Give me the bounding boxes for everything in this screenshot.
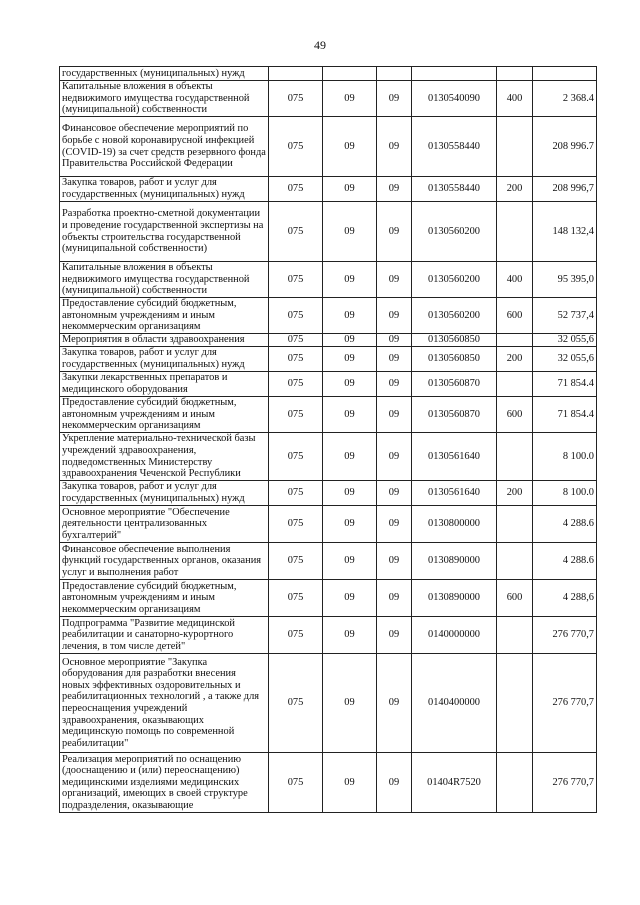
table-row <box>60 347 597 372</box>
cell-section-code: 09 <box>323 81 377 117</box>
cell-expense-type-code: 200 <box>497 177 533 202</box>
cell-subsection-code: 09 <box>377 753 412 813</box>
cell-expense-type-code: 400 <box>497 262 533 298</box>
cell-section-code: 09 <box>323 202 377 262</box>
cell-name: Закупка товаров, работ и услуг для государственных (муниципальных) нужд <box>60 177 269 202</box>
cell-name: Основное мероприятие "Обеспечение деятельности централизованных бухгалтерий" <box>60 506 269 543</box>
cell-expense-type-code <box>497 202 533 262</box>
cell-expense-type-code: 600 <box>497 580 533 617</box>
cell-section-code: 09 <box>323 117 377 177</box>
cell-department-code: 075 <box>269 397 323 433</box>
cell-name: государственных (муниципальных) нужд <box>60 67 269 81</box>
cell-expense-type-code <box>497 506 533 543</box>
cell-amount: 208 996,7 <box>533 177 597 202</box>
cell-amount: 8 100.0 <box>533 481 597 506</box>
cell-amount: 8 100.0 <box>533 433 597 481</box>
cell-target-item-code: 0130558440 <box>412 117 497 177</box>
cell-target-item-code: 0140400000 <box>412 654 497 753</box>
cell-target-item-code: 0130560200 <box>412 298 497 334</box>
cell-amount: 276 770,7 <box>533 654 597 753</box>
cell-expense-type-code <box>497 654 533 753</box>
cell-department-code: 075 <box>269 81 323 117</box>
cell-department-code: 075 <box>269 543 323 580</box>
cell-subsection-code <box>377 67 412 81</box>
cell-amount: 4 288,6 <box>533 580 597 617</box>
cell-subsection-code: 09 <box>377 117 412 177</box>
cell-name: Мероприятия в области здравоохранения <box>60 334 269 347</box>
cell-name: Укрепление материально-технической базы учреждений здравоохранения, подведомственных Министерству здравоохранения Чеченской Республики <box>60 433 269 481</box>
cell-subsection-code: 09 <box>377 334 412 347</box>
cell-target-item-code: 0140000000 <box>412 617 497 654</box>
cell-section-code: 09 <box>323 262 377 298</box>
table-row <box>60 506 597 543</box>
cell-amount: 276 770,7 <box>533 617 597 654</box>
cell-amount: 95 395,0 <box>533 262 597 298</box>
cell-name: Реализация мероприятий по оснащению (дооснащению и (или) переоснащению) медицинскими изделиями медицинских организаций, имеющих в своей структуре подразделения, оказывающие <box>60 753 269 813</box>
cell-subsection-code: 09 <box>377 506 412 543</box>
cell-name: Предоставление субсидий бюджетным, автономным учреждениям и иным некоммерческим организациям <box>60 580 269 617</box>
cell-expense-type-code <box>497 753 533 813</box>
table-row <box>60 433 597 481</box>
cell-amount: 4 288.6 <box>533 543 597 580</box>
cell-department-code: 075 <box>269 202 323 262</box>
cell-section-code: 09 <box>323 753 377 813</box>
cell-amount: 32 055,6 <box>533 334 597 347</box>
cell-section-code <box>323 67 377 81</box>
cell-section-code: 09 <box>323 334 377 347</box>
table-row <box>60 543 597 580</box>
cell-target-item-code: 0130890000 <box>412 580 497 617</box>
cell-subsection-code: 09 <box>377 617 412 654</box>
cell-amount: 4 288.6 <box>533 506 597 543</box>
cell-department-code: 075 <box>269 580 323 617</box>
table-row <box>60 202 597 262</box>
cell-subsection-code: 09 <box>377 397 412 433</box>
table-row <box>60 81 597 117</box>
cell-amount: 148 132,4 <box>533 202 597 262</box>
cell-amount: 71 854.4 <box>533 372 597 397</box>
cell-name: Предоставление субсидий бюджетным, автономным учреждениям и иным некоммерческим организациям <box>60 298 269 334</box>
cell-name: Капитальные вложения в объекты недвижимого имущества государственной (муниципальной) собственности <box>60 81 269 117</box>
cell-department-code: 075 <box>269 481 323 506</box>
table-row <box>60 262 597 298</box>
cell-expense-type-code <box>497 617 533 654</box>
cell-name: Разработка проектно-сметной документации и проведение государственной экспертизы на объекты строительства государственной (муниципальной собственности) <box>60 202 269 262</box>
table-row <box>60 753 597 813</box>
cell-target-item-code: 0130558440 <box>412 177 497 202</box>
cell-amount: 208 996.7 <box>533 117 597 177</box>
table-row <box>60 177 597 202</box>
cell-expense-type-code <box>497 543 533 580</box>
cell-section-code: 09 <box>323 543 377 580</box>
cell-subsection-code: 09 <box>377 654 412 753</box>
cell-expense-type-code <box>497 334 533 347</box>
page-number: 49 <box>314 38 326 52</box>
cell-section-code: 09 <box>323 617 377 654</box>
cell-section-code: 09 <box>323 433 377 481</box>
cell-amount <box>533 67 597 81</box>
table-row <box>60 397 597 433</box>
cell-department-code: 075 <box>269 753 323 813</box>
cell-section-code: 09 <box>323 654 377 753</box>
cell-name: Финансовое обеспечение выполнения функций государственных органов, оказания услуг и выполнения работ <box>60 543 269 580</box>
cell-name: Закупки лекарственных препаратов и медицинского оборудования <box>60 372 269 397</box>
cell-department-code: 075 <box>269 617 323 654</box>
cell-department-code: 075 <box>269 347 323 372</box>
cell-target-item-code: 0130560200 <box>412 262 497 298</box>
cell-name: Закупка товаров, работ и услуг для государственных (муниципальных) нужд <box>60 481 269 506</box>
cell-department-code: 075 <box>269 262 323 298</box>
cell-expense-type-code: 600 <box>497 397 533 433</box>
table-row <box>60 117 597 177</box>
cell-section-code: 09 <box>323 347 377 372</box>
cell-section-code: 09 <box>323 580 377 617</box>
cell-amount: 52 737,4 <box>533 298 597 334</box>
table-row <box>60 372 597 397</box>
cell-department-code: 075 <box>269 654 323 753</box>
cell-name: Подпрограмма "Развитие медицинской реабилитации и санаторно-курортного лечения, в том числе детей" <box>60 617 269 654</box>
cell-department-code: 075 <box>269 506 323 543</box>
cell-target-item-code: 0130540090 <box>412 81 497 117</box>
cell-subsection-code: 09 <box>377 298 412 334</box>
cell-expense-type-code: 600 <box>497 298 533 334</box>
table-body <box>60 67 597 813</box>
cell-expense-type-code <box>497 372 533 397</box>
cell-target-item-code: 0130560870 <box>412 397 497 433</box>
cell-department-code: 075 <box>269 298 323 334</box>
cell-target-item-code: 0130560850 <box>412 334 497 347</box>
cell-section-code: 09 <box>323 506 377 543</box>
cell-target-item-code: 0130560870 <box>412 372 497 397</box>
cell-name: Финансовое обеспечение мероприятий по борьбе с новой коронавирусной инфекцией (COVID-19) за счет средств резервного фонда Правительства Российской Федерации <box>60 117 269 177</box>
table-row <box>60 481 597 506</box>
cell-subsection-code: 09 <box>377 372 412 397</box>
cell-target-item-code: 0130890000 <box>412 543 497 580</box>
cell-section-code: 09 <box>323 481 377 506</box>
cell-name: Предоставление субсидий бюджетным, автономным учреждениям и иным некоммерческим организациям <box>60 397 269 433</box>
cell-department-code: 075 <box>269 334 323 347</box>
cell-department-code: 075 <box>269 372 323 397</box>
cell-target-item-code: 01404R7520 <box>412 753 497 813</box>
cell-target-item-code: 0130560850 <box>412 347 497 372</box>
cell-subsection-code: 09 <box>377 580 412 617</box>
cell-target-item-code: 0130561640 <box>412 433 497 481</box>
cell-department-code: 075 <box>269 117 323 177</box>
cell-subsection-code: 09 <box>377 347 412 372</box>
cell-section-code: 09 <box>323 177 377 202</box>
cell-expense-type-code: 400 <box>497 81 533 117</box>
cell-name: Основное мероприятие "Закупка оборудования для разработки внесения новых эффективных оздоровительных и реабилитационных технологий , а также для переоснащения учреждений здравоохранения, оказывающих медицинскую помощь по современной реабилитации" <box>60 654 269 753</box>
cell-subsection-code: 09 <box>377 202 412 262</box>
cell-expense-type-code <box>497 117 533 177</box>
cell-amount: 2 368.4 <box>533 81 597 117</box>
cell-name: Капитальные вложения в объекты недвижимого имущества государственной (муниципальной) собственности <box>60 262 269 298</box>
cell-subsection-code: 09 <box>377 81 412 117</box>
cell-target-item-code: 0130561640 <box>412 481 497 506</box>
table-row <box>60 298 597 334</box>
cell-section-code: 09 <box>323 298 377 334</box>
cell-amount: 32 055,6 <box>533 347 597 372</box>
cell-target-item-code <box>412 67 497 81</box>
cell-name: Закупка товаров, работ и услуг для государственных (муниципальных) нужд <box>60 347 269 372</box>
cell-subsection-code: 09 <box>377 543 412 580</box>
cell-subsection-code: 09 <box>377 177 412 202</box>
cell-department-code <box>269 67 323 81</box>
table-row <box>60 67 597 81</box>
cell-expense-type-code <box>497 433 533 481</box>
cell-subsection-code: 09 <box>377 262 412 298</box>
budget-table <box>59 66 597 813</box>
cell-expense-type-code: 200 <box>497 347 533 372</box>
table-row <box>60 617 597 654</box>
table-row <box>60 334 597 347</box>
cell-target-item-code: 0130800000 <box>412 506 497 543</box>
cell-expense-type-code <box>497 67 533 81</box>
table-row <box>60 580 597 617</box>
table-row <box>60 654 597 753</box>
cell-target-item-code: 0130560200 <box>412 202 497 262</box>
cell-expense-type-code: 200 <box>497 481 533 506</box>
cell-department-code: 075 <box>269 177 323 202</box>
cell-amount: 71 854.4 <box>533 397 597 433</box>
cell-subsection-code: 09 <box>377 481 412 506</box>
cell-section-code: 09 <box>323 372 377 397</box>
cell-department-code: 075 <box>269 433 323 481</box>
cell-subsection-code: 09 <box>377 433 412 481</box>
cell-amount: 276 770,7 <box>533 753 597 813</box>
cell-section-code: 09 <box>323 397 377 433</box>
